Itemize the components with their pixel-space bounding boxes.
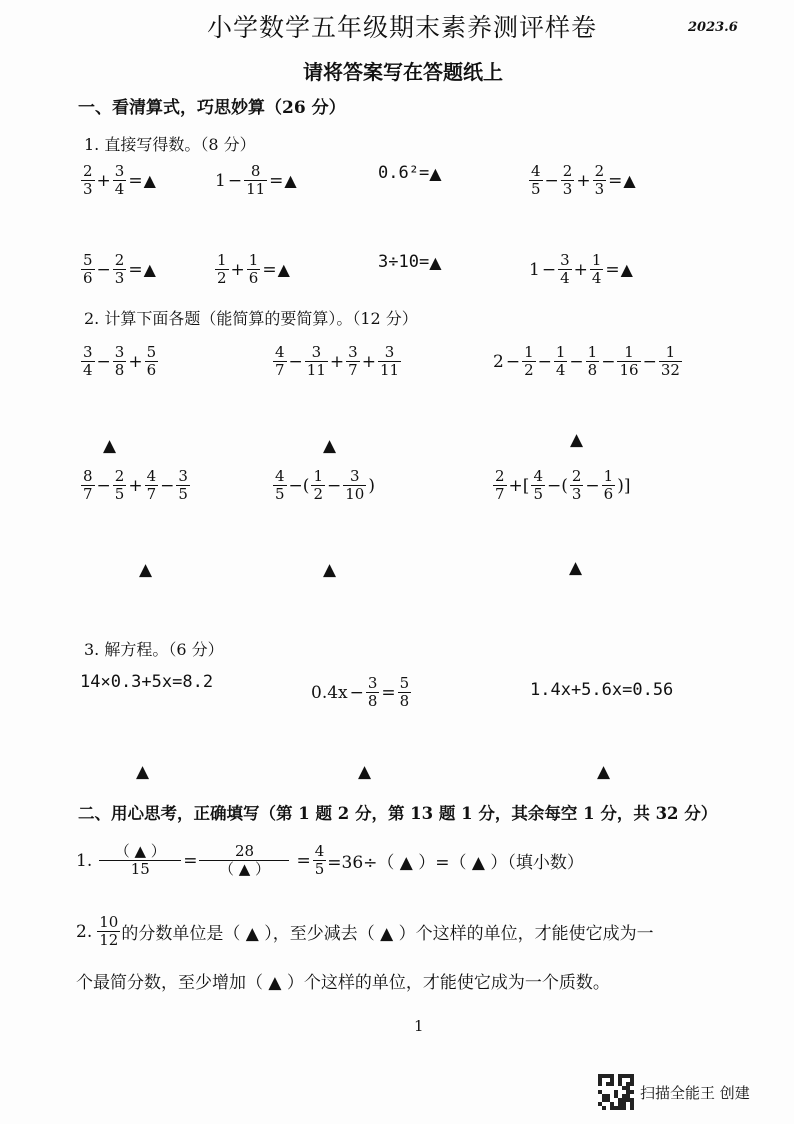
q2-2-fraction — [96, 914, 121, 949]
scanner-watermark: 扫描全能王 创建 — [640, 1084, 750, 1102]
fraction-numerator: 1 — [603, 467, 614, 485]
q2-1-eq-2: = — [296, 850, 311, 871]
operator: + — [128, 475, 143, 496]
fraction — [305, 344, 328, 379]
expression-text: 0.6²= — [378, 163, 430, 183]
answer-mark: ▲ — [139, 560, 153, 580]
operator: − — [505, 351, 521, 372]
fraction-numerator: 1 — [624, 343, 634, 361]
fraction-numerator: 4 — [275, 467, 285, 485]
question-1-3-label: 3. 解方程。（6 分） — [84, 640, 224, 659]
fraction-numerator: 1 — [591, 251, 602, 269]
fraction — [273, 468, 287, 503]
exam-date: 2023.6 — [688, 20, 738, 35]
expression-text: 1.4x+5.6x=0.56 — [530, 680, 674, 700]
fraction — [617, 344, 640, 379]
operator: − — [585, 475, 600, 496]
fraction-denominator: 5 — [314, 860, 325, 878]
fraction — [176, 468, 190, 503]
answer-mark: ▲ — [570, 430, 584, 450]
page-title: 小学数学五年级期末素养测评样卷 — [207, 13, 598, 42]
fraction-numerator: 1 — [665, 343, 676, 361]
operator: − — [569, 351, 584, 372]
fraction-denominator: 7 — [83, 485, 93, 503]
page-number: 1 — [414, 1017, 424, 1035]
fraction-denominator: 3 — [83, 180, 93, 198]
fraction-numerator: 5 — [83, 251, 93, 269]
qr-code-icon — [598, 1074, 634, 1110]
fraction — [531, 468, 545, 503]
operator: − — [326, 475, 342, 496]
answer-blank: ▲ — [429, 163, 442, 183]
fraction-numerator: 3 — [114, 343, 125, 361]
operator: = — [269, 170, 284, 191]
fraction-numerator: 5 — [146, 343, 157, 361]
fraction-denominator: 6 — [146, 361, 157, 379]
fraction-numerator: 3 — [384, 343, 395, 361]
fraction-numerator: 3 — [348, 343, 358, 361]
answer-blank: ▲ — [620, 260, 633, 279]
q2-1-fraction-3 — [312, 843, 328, 878]
fraction-numerator: 2 — [571, 467, 582, 485]
fraction-numerator: 2 — [83, 162, 93, 180]
expression-text: 3÷10= — [378, 252, 430, 272]
operator: − — [96, 475, 111, 496]
fraction-denominator: 16 — [619, 361, 639, 379]
fraction — [593, 163, 607, 198]
operator: − — [537, 351, 552, 372]
operator: ) — [368, 475, 375, 496]
fraction — [97, 914, 120, 949]
calc-item — [80, 468, 191, 503]
question-2-2-line-2: 个最简分数，至少增加（ ▲ ）个这样的单位，才能使它成为一个质数。 — [76, 973, 610, 993]
fraction-numerator: 1 — [555, 343, 566, 361]
oral-calc-item — [378, 252, 442, 272]
fraction — [561, 163, 575, 198]
fraction-numerator: 1 — [248, 251, 259, 269]
calc-item — [492, 344, 683, 379]
fraction-numerator: 3 — [350, 467, 360, 485]
fraction-denominator: 4 — [591, 269, 602, 287]
fraction — [215, 252, 229, 287]
fraction-denominator: 2 — [313, 485, 323, 503]
fraction-denominator: 5 — [531, 180, 541, 198]
fraction — [602, 468, 616, 503]
fraction-numerator: 2 — [114, 467, 125, 485]
fraction-numerator: 5 — [399, 674, 410, 692]
operator: + — [361, 351, 376, 372]
fraction-denominator: 12 — [99, 931, 119, 949]
expression-text: 14×0.3+5x=8.2 — [80, 672, 214, 692]
fraction — [554, 344, 568, 379]
operator: + — [576, 170, 591, 191]
fraction-numerator: 8 — [250, 162, 261, 180]
operator: = — [128, 170, 143, 191]
fraction — [81, 468, 95, 503]
fraction-numerator: 1 — [524, 343, 534, 361]
answer-mark: ▲ — [323, 560, 337, 580]
fraction-denominator: 2 — [524, 361, 534, 379]
page-subtitle: 请将答案写在答题纸上 — [303, 60, 503, 84]
fraction-denominator: 5 — [533, 485, 543, 503]
q2-1-number: 1. — [76, 850, 93, 871]
fraction-numerator: 10 — [99, 913, 119, 931]
fraction — [145, 468, 159, 503]
operator: − — [541, 259, 557, 280]
operator: − — [642, 351, 657, 372]
fraction-denominator: 7 — [348, 361, 358, 379]
fraction-denominator: 5 — [275, 485, 285, 503]
operator: − — [96, 259, 111, 280]
fraction-denominator: 8 — [587, 361, 598, 379]
oral-calc-item — [528, 163, 636, 198]
fraction-numerator: 1 — [587, 343, 598, 361]
fraction-numerator: 2 — [114, 251, 125, 269]
fraction-numerator: 4 — [146, 467, 157, 485]
fraction-numerator: 3 — [560, 251, 570, 269]
operator: − — [96, 351, 111, 372]
equation-item — [80, 672, 213, 692]
q2-1-tail: =36÷（ ▲ ）=（ ▲ ）（填小数） — [327, 853, 584, 873]
answer-blank: ▲ — [143, 260, 156, 279]
fraction-numerator: 2 — [562, 162, 573, 180]
operator: + — [230, 259, 245, 280]
fraction-numerator: 8 — [83, 467, 93, 485]
fraction-denominator: 32 — [660, 361, 680, 379]
fraction-denominator: 11 — [306, 361, 326, 379]
fraction — [346, 344, 360, 379]
answer-blank: ▲ — [429, 252, 442, 272]
fraction — [247, 252, 261, 287]
operator: + — [96, 170, 111, 191]
fraction-denominator: 7 — [495, 485, 505, 503]
fraction-denominator: 6 — [603, 485, 614, 503]
fraction — [313, 843, 327, 878]
fraction — [113, 468, 127, 503]
fraction-denominator: 7 — [275, 361, 285, 379]
fraction — [273, 344, 287, 379]
q2-1-frac2-den: （ ▲ ） — [218, 860, 271, 878]
fraction-denominator: 7 — [146, 485, 157, 503]
question-2-1 — [76, 843, 584, 878]
operator: = — [605, 259, 620, 280]
operator: − — [601, 351, 616, 372]
fraction-denominator: 11 — [379, 361, 400, 379]
operator: = — [128, 259, 143, 280]
fraction-numerator: 3 — [114, 162, 125, 180]
operator: )] — [617, 475, 631, 496]
fraction — [659, 344, 682, 379]
equation-item — [310, 675, 412, 710]
calc-item — [492, 468, 631, 503]
calc-item — [272, 468, 376, 503]
calc-item — [272, 344, 402, 379]
fraction — [558, 252, 572, 287]
operator: −( — [546, 475, 568, 496]
fraction-numerator: 2 — [495, 467, 505, 485]
fraction-numerator: 4 — [314, 842, 325, 860]
fraction-denominator: 2 — [217, 269, 227, 287]
fraction-numerator: 1 — [313, 467, 323, 485]
answer-mark: ▲ — [597, 762, 611, 782]
oral-calc-item — [378, 163, 442, 183]
fraction-denominator: 4 — [83, 361, 93, 379]
oral-calc-item — [80, 252, 156, 287]
fraction — [113, 344, 127, 379]
fraction-denominator: 3 — [571, 485, 582, 503]
operator: − — [160, 475, 175, 496]
fraction-denominator: 4 — [114, 180, 125, 198]
operator: 2 — [493, 351, 504, 372]
answer-blank: ▲ — [284, 171, 297, 190]
answer-mark: ▲ — [323, 436, 337, 456]
fraction-denominator: 6 — [248, 269, 259, 287]
fraction-denominator: 8 — [114, 361, 125, 379]
section-1-heading: 一、看清算式，巧思妙算（26 分） — [78, 98, 346, 118]
fraction-numerator: 4 — [533, 467, 543, 485]
fraction-denominator: 5 — [178, 485, 188, 503]
question-1-2-label: 2. 计算下面各题（能简算的要简算）。（12 分） — [84, 309, 418, 328]
fraction-denominator: 6 — [83, 269, 93, 287]
answer-blank: ▲ — [277, 260, 290, 279]
fraction — [145, 344, 159, 379]
fraction — [529, 163, 543, 198]
operator: +[ — [508, 475, 530, 496]
answer-mark: ▲ — [136, 762, 150, 782]
operator: − — [544, 170, 559, 191]
answer-mark: ▲ — [358, 762, 372, 782]
operator: − — [349, 682, 364, 703]
answer-mark: ▲ — [569, 558, 583, 578]
fraction — [366, 675, 380, 710]
oral-calc-item — [528, 252, 633, 287]
calc-item — [80, 344, 159, 379]
fraction — [570, 468, 584, 503]
answer-mark: ▲ — [103, 436, 117, 456]
oral-calc-item — [80, 163, 156, 198]
operator: = — [608, 170, 623, 191]
operator: = — [262, 259, 277, 280]
q2-2-number: 2. — [76, 921, 93, 942]
fraction-denominator: 4 — [555, 361, 566, 379]
fraction — [586, 344, 600, 379]
fraction — [311, 468, 325, 503]
fraction-numerator: 3 — [367, 674, 378, 692]
fraction-denominator: 3 — [114, 269, 125, 287]
fraction — [590, 252, 604, 287]
fraction — [378, 344, 401, 379]
q2-2-text-line-1: 的分数单位是（ ▲ ），至少减去（ ▲ ）个这样的单位，才能使它成为一 — [121, 924, 654, 944]
fraction — [244, 163, 267, 198]
operator: + — [128, 351, 143, 372]
fraction — [343, 468, 366, 503]
section-2-heading: 二、用心思考，正确填写（第 1 题 2 分，第 13 题 1 分，其余每空 1 分，共 32 分） — [78, 804, 718, 823]
fraction-denominator: 11 — [246, 180, 266, 198]
answer-blank: ▲ — [143, 171, 156, 190]
q2-1-frac1-num: （ ▲ ） — [114, 842, 166, 860]
fraction-denominator: 10 — [345, 485, 365, 503]
operator: 1 — [215, 170, 226, 191]
operator: = — [381, 682, 396, 703]
fraction-numerator: 3 — [178, 467, 188, 485]
fraction-numerator: 4 — [275, 343, 285, 361]
q2-1-frac2-num: 28 — [234, 842, 255, 860]
question-1-1-label: 1. 直接写得数。（8 分） — [84, 135, 256, 154]
operator: 1 — [529, 259, 540, 280]
fraction — [81, 163, 95, 198]
fraction-denominator: 8 — [367, 692, 378, 710]
operator: − — [288, 351, 303, 372]
fraction — [81, 344, 95, 379]
q2-1-fraction-1 — [99, 843, 181, 878]
operator: + — [573, 259, 588, 280]
fraction-numerator: 3 — [311, 343, 322, 361]
fraction-numerator: 2 — [594, 162, 605, 180]
fraction-numerator: 3 — [83, 343, 93, 361]
fraction — [113, 252, 127, 287]
q2-1-frac1-den: 15 — [130, 860, 150, 878]
fraction — [398, 675, 412, 710]
oral-calc-item — [214, 252, 290, 287]
q2-1-eq-1: = — [183, 850, 198, 871]
oral-calc-item — [214, 163, 297, 198]
operator: 0.4x — [311, 682, 348, 703]
fraction-denominator: 4 — [560, 269, 570, 287]
fraction — [522, 344, 536, 379]
operator: − — [227, 170, 243, 191]
fraction-numerator: 4 — [531, 162, 541, 180]
fraction-denominator: 3 — [594, 180, 605, 198]
fraction — [113, 163, 127, 198]
fraction-numerator: 1 — [217, 251, 227, 269]
fraction-denominator: 3 — [562, 180, 573, 198]
fraction — [81, 252, 95, 287]
operator: −( — [288, 475, 310, 496]
answer-blank: ▲ — [623, 171, 636, 190]
fraction-denominator: 8 — [399, 692, 410, 710]
equation-item — [530, 680, 673, 700]
fraction — [493, 468, 507, 503]
operator: + — [329, 351, 345, 372]
fraction-denominator: 5 — [114, 485, 125, 503]
q2-1-fraction-2 — [199, 843, 289, 878]
question-2-2-line-1 — [76, 914, 654, 949]
